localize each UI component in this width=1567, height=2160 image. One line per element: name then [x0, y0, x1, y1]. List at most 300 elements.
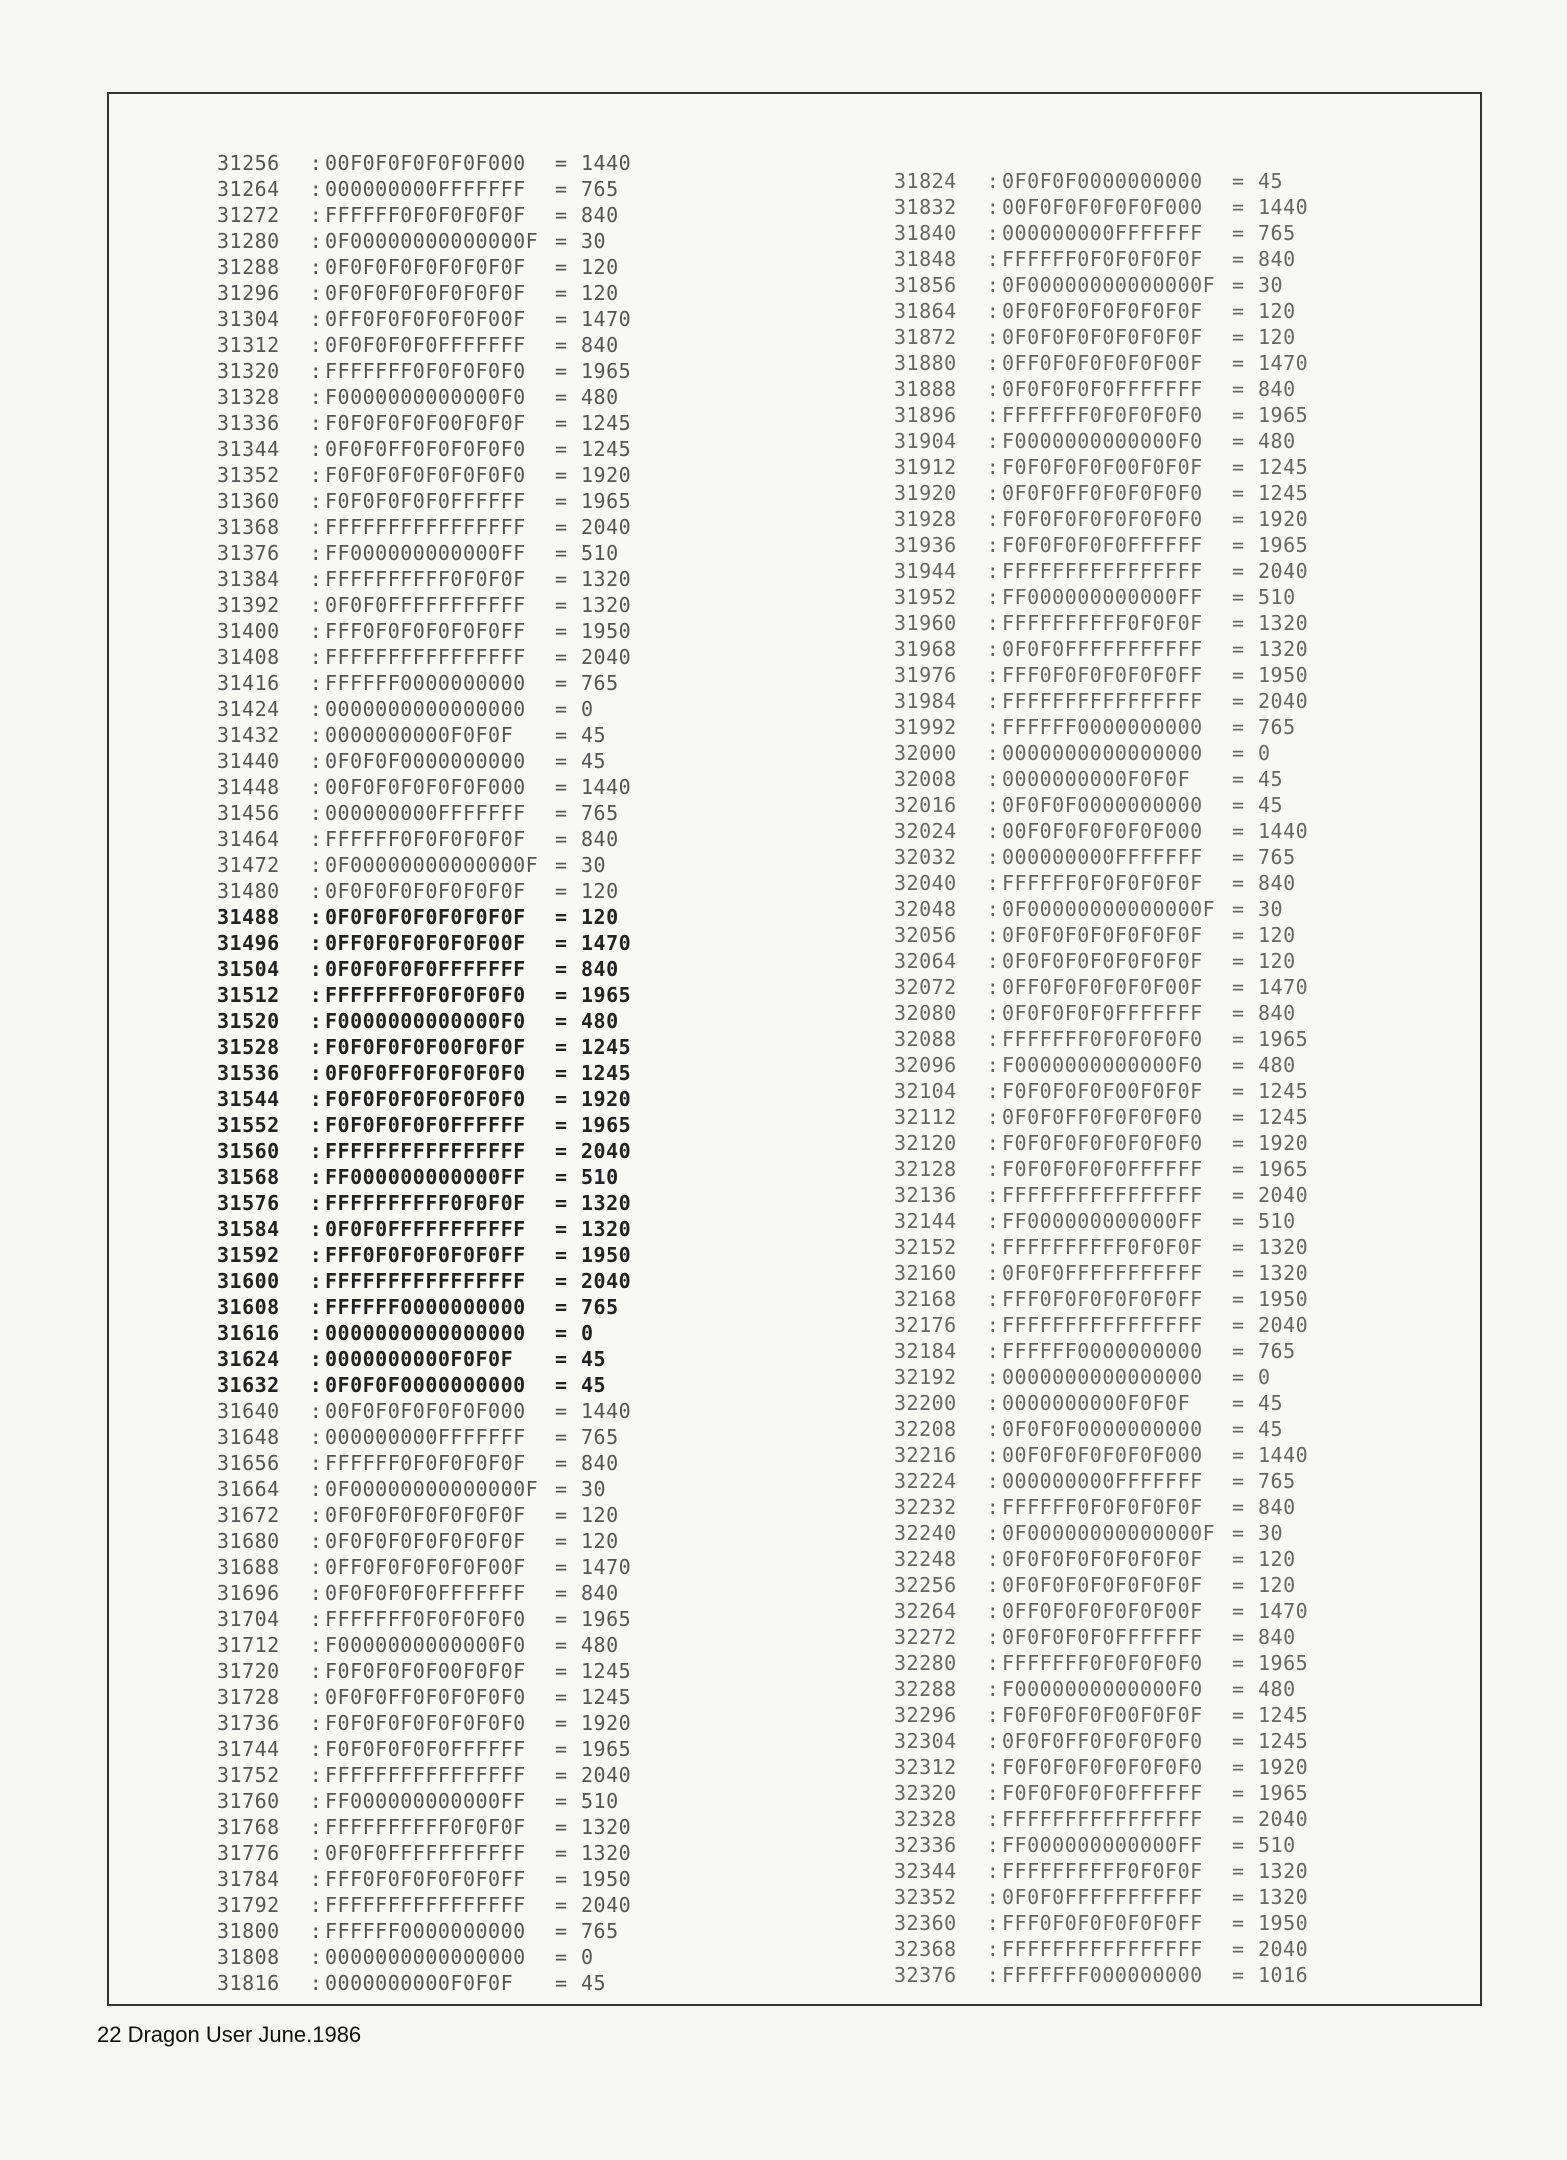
separator: :: [986, 1651, 1000, 1675]
checksum: 2040: [1258, 1183, 1309, 1207]
data-bytes: FFFFFFF0F0F0F0F0: [325, 983, 526, 1007]
listing-row: [894, 1962, 1308, 1988]
line-number: 32128: [894, 1157, 957, 1181]
listing-row: [217, 1502, 631, 1528]
line-number: 31816: [217, 1971, 280, 1995]
equals-sign: =: [1232, 299, 1245, 323]
checksum: 30: [1258, 273, 1284, 297]
separator: :: [309, 151, 323, 175]
separator: :: [986, 299, 1000, 323]
checksum: 1245: [581, 1035, 632, 1059]
equals-sign: =: [1232, 975, 1245, 999]
checksum: 765: [581, 671, 619, 695]
equals-sign: =: [555, 1737, 568, 1761]
data-bytes: 0F0F0FF0F0F0F0F0: [1002, 1729, 1203, 1753]
data-bytes: 0FF0F0F0F0F0F00F: [1002, 1599, 1203, 1623]
listing-row: [894, 1806, 1308, 1832]
line-number: 31424: [217, 697, 280, 721]
checksum: 840: [581, 1581, 619, 1605]
listing-row: [217, 1138, 631, 1164]
line-number: 31904: [894, 429, 957, 453]
listing-row: [217, 1034, 631, 1060]
equals-sign: =: [555, 1217, 568, 1241]
listing-row: [217, 384, 631, 410]
separator: :: [986, 403, 1000, 427]
listing-row: [217, 1086, 631, 1112]
line-number: 31584: [217, 1217, 280, 1241]
listing-row: [217, 826, 631, 852]
separator: :: [309, 1373, 323, 1397]
separator: :: [986, 1027, 1000, 1051]
listing-row: [217, 358, 631, 384]
separator: :: [986, 1859, 1000, 1883]
separator: :: [986, 1261, 1000, 1285]
checksum: 45: [1258, 169, 1284, 193]
separator: :: [309, 411, 323, 435]
checksum: 120: [581, 879, 619, 903]
checksum: 1245: [1258, 1079, 1309, 1103]
data-bytes: 0F0F0FF0F0F0F0F0: [325, 1685, 526, 1709]
data-bytes: 0F0F0FFFFFFFFFFF: [325, 593, 526, 617]
separator: :: [986, 533, 1000, 557]
line-number: 31264: [217, 177, 280, 201]
data-bytes: FFFFFFFFFF0F0F0F: [1002, 1859, 1203, 1883]
listing-row: [894, 1364, 1308, 1390]
listing-row: [217, 1190, 631, 1216]
line-number: 31512: [217, 983, 280, 1007]
line-number: 31840: [894, 221, 957, 245]
separator: :: [986, 1339, 1000, 1363]
separator: :: [309, 775, 323, 799]
line-number: 31440: [217, 749, 280, 773]
listing-row: [217, 1736, 631, 1762]
data-bytes: F0F0F0F0F0FFFFFF: [325, 1737, 526, 1761]
data-bytes: 0F0F0FFFFFFFFFFF: [1002, 1885, 1203, 1909]
separator: :: [309, 307, 323, 331]
data-bytes: 0F0F0FF0F0F0F0F0: [325, 437, 526, 461]
checksum: 1245: [581, 1061, 632, 1085]
data-bytes: FF000000000000FF: [325, 1789, 526, 1813]
equals-sign: =: [1232, 481, 1245, 505]
line-number: 31320: [217, 359, 280, 383]
line-number: 31872: [894, 325, 957, 349]
equals-sign: =: [555, 541, 568, 565]
line-number: 31256: [217, 151, 280, 175]
equals-sign: =: [1232, 1157, 1245, 1181]
checksum: 2040: [1258, 689, 1309, 713]
data-bytes: 000000000FFFFFFF: [325, 1425, 526, 1449]
data-bytes: F0F0F0F0F00F0F0F: [1002, 1079, 1203, 1103]
equals-sign: =: [1232, 637, 1245, 661]
listing-row: [894, 610, 1308, 636]
listing-row: [894, 194, 1308, 220]
data-bytes: 000000000FFFFFFF: [1002, 845, 1203, 869]
data-bytes: FFFFFF0000000000: [325, 1295, 526, 1319]
equals-sign: =: [555, 827, 568, 851]
listing-row: [894, 1676, 1308, 1702]
checksum: 45: [581, 1373, 607, 1397]
checksum: 0: [581, 1321, 594, 1345]
line-number: 32208: [894, 1417, 957, 1441]
line-number: 31832: [894, 195, 957, 219]
line-number: 32336: [894, 1833, 957, 1857]
data-bytes: 0F0F0F0F0FFFFFFF: [325, 1581, 526, 1605]
data-bytes: F0000000000000F0: [325, 1009, 526, 1033]
separator: :: [309, 957, 323, 981]
checksum: 1920: [581, 1087, 632, 1111]
equals-sign: =: [555, 1087, 568, 1111]
line-number: 32032: [894, 845, 957, 869]
line-number: 32184: [894, 1339, 957, 1363]
data-bytes: F0F0F0F0F00F0F0F: [325, 1659, 526, 1683]
checksum: 1245: [581, 1685, 632, 1709]
listing-row: [894, 220, 1308, 246]
data-bytes: FFF0F0F0F0F0F0FF: [325, 1867, 526, 1891]
data-bytes: 0F0F0F0F0FFFFFFF: [325, 957, 526, 981]
listing-row: [894, 1338, 1308, 1364]
line-number: 31688: [217, 1555, 280, 1579]
line-number: 31488: [217, 905, 280, 929]
data-bytes: FFF0F0F0F0F0F0FF: [325, 1243, 526, 1267]
line-number: 31744: [217, 1737, 280, 1761]
checksum: 1950: [581, 619, 632, 643]
data-bytes: 0F0F0F0F0F0F0F0F: [325, 905, 526, 929]
data-bytes: 00F0F0F0F0F0F000: [325, 1399, 526, 1423]
listing-row: [894, 1026, 1308, 1052]
data-bytes: FFFFFFFFFFFFFFFF: [325, 1893, 526, 1917]
data-bytes: FFF0F0F0F0F0F0FF: [325, 619, 526, 643]
line-number: 31456: [217, 801, 280, 825]
equals-sign: =: [555, 1113, 568, 1137]
equals-sign: =: [1232, 897, 1245, 921]
listing-row: [217, 436, 631, 462]
checksum: 1965: [1258, 1157, 1309, 1181]
equals-sign: =: [1232, 715, 1245, 739]
listing-row: [217, 1320, 631, 1346]
equals-sign: =: [555, 385, 568, 409]
listing-row: [217, 1398, 631, 1424]
separator: :: [986, 195, 1000, 219]
line-number: 31712: [217, 1633, 280, 1657]
separator: :: [986, 429, 1000, 453]
listing-row: [217, 1372, 631, 1398]
listing-row: [217, 1268, 631, 1294]
checksum: 1920: [581, 463, 632, 487]
equals-sign: =: [1232, 1677, 1245, 1701]
data-bytes: FFFFFFFFFF0F0F0F: [1002, 611, 1203, 635]
data-bytes: F0F0F0F0F00F0F0F: [1002, 455, 1203, 479]
data-bytes: FFFFFF0000000000: [1002, 1339, 1203, 1363]
listing-row: [894, 1234, 1308, 1260]
line-number: 31528: [217, 1035, 280, 1059]
line-number: 31416: [217, 671, 280, 695]
equals-sign: =: [555, 1347, 568, 1371]
separator: :: [309, 1165, 323, 1189]
equals-sign: =: [555, 1581, 568, 1605]
data-bytes: 0F0F0F0F0FFFFFFF: [325, 333, 526, 357]
separator: :: [986, 897, 1000, 921]
equals-sign: =: [1232, 1859, 1245, 1883]
line-number: 31336: [217, 411, 280, 435]
equals-sign: =: [1232, 325, 1245, 349]
line-number: 32024: [894, 819, 957, 843]
equals-sign: =: [1232, 1417, 1245, 1441]
separator: :: [986, 273, 1000, 297]
checksum: 1965: [1258, 1651, 1309, 1675]
checksum: 765: [581, 177, 619, 201]
data-bytes: FFFFFF0000000000: [325, 1919, 526, 1943]
separator: :: [309, 619, 323, 643]
checksum: 840: [581, 1451, 619, 1475]
data-bytes: FFFFFF0F0F0F0F0F: [1002, 247, 1203, 271]
data-bytes: FF000000000000FF: [1002, 1833, 1203, 1857]
data-bytes: 000000000FFFFFFF: [1002, 221, 1203, 245]
equals-sign: =: [555, 853, 568, 877]
equals-sign: =: [1232, 403, 1245, 427]
checksum: 2040: [1258, 1937, 1309, 1961]
listing-row: [217, 722, 631, 748]
equals-sign: =: [555, 1425, 568, 1449]
data-bytes: FFFFFFFFFF0F0F0F: [325, 1815, 526, 1839]
listing-row: [894, 922, 1308, 948]
listing-row: [894, 1130, 1308, 1156]
separator: :: [986, 1599, 1000, 1623]
separator: :: [986, 1937, 1000, 1961]
checksum: 0: [1258, 1365, 1271, 1389]
equals-sign: =: [1232, 455, 1245, 479]
separator: :: [986, 1547, 1000, 1571]
separator: :: [309, 255, 323, 279]
equals-sign: =: [1232, 1365, 1245, 1389]
equals-sign: =: [1232, 689, 1245, 713]
equals-sign: =: [555, 1009, 568, 1033]
listing-row: [217, 1450, 631, 1476]
checksum: 840: [1258, 1001, 1296, 1025]
equals-sign: =: [555, 1373, 568, 1397]
listing-row: [894, 1572, 1308, 1598]
equals-sign: =: [555, 1971, 568, 1995]
checksum: 1470: [1258, 1599, 1309, 1623]
line-number: 32248: [894, 1547, 957, 1571]
listing-row: [217, 930, 631, 956]
data-bytes: 0F0F0F0F0F0F0F0F: [1002, 923, 1203, 947]
listing-row: [894, 584, 1308, 610]
line-number: 31496: [217, 931, 280, 955]
line-number: 31504: [217, 957, 280, 981]
checksum: 1440: [1258, 819, 1309, 843]
listing-row: [217, 748, 631, 774]
checksum: 840: [1258, 247, 1296, 271]
line-number: 31888: [894, 377, 957, 401]
checksum: 1320: [581, 1841, 632, 1865]
separator: :: [986, 169, 1000, 193]
checksum: 1440: [1258, 195, 1309, 219]
checksum: 1245: [1258, 1703, 1309, 1727]
checksum: 765: [1258, 1469, 1296, 1493]
equals-sign: =: [1232, 1027, 1245, 1051]
data-bytes: 0FF0F0F0F0F0F00F: [325, 931, 526, 955]
line-number: 32352: [894, 1885, 957, 1909]
checksum: 1470: [581, 1555, 632, 1579]
data-bytes: 00F0F0F0F0F0F000: [1002, 819, 1203, 843]
listing-row: [894, 1390, 1308, 1416]
equals-sign: =: [1232, 1963, 1245, 1987]
separator: :: [309, 983, 323, 1007]
line-number: 31480: [217, 879, 280, 903]
line-number: 32240: [894, 1521, 957, 1545]
checksum: 2040: [581, 515, 632, 539]
separator: :: [986, 975, 1000, 999]
listing-row: [894, 1000, 1308, 1026]
listing-frame: [107, 92, 1482, 2006]
separator: :: [309, 1503, 323, 1527]
data-bytes: 0F0F0F0F0F0F0F0F: [1002, 1547, 1203, 1571]
checksum: 1965: [581, 489, 632, 513]
checksum: 480: [1258, 1677, 1296, 1701]
equals-sign: =: [1232, 1573, 1245, 1597]
separator: :: [986, 767, 1000, 791]
data-bytes: F0F0F0F0F00F0F0F: [1002, 1703, 1203, 1727]
line-number: 31400: [217, 619, 280, 643]
equals-sign: =: [1232, 1833, 1245, 1857]
equals-sign: =: [555, 1503, 568, 1527]
listing-row: [894, 298, 1308, 324]
checksum: 480: [1258, 1053, 1296, 1077]
listing-row: [894, 974, 1308, 1000]
equals-sign: =: [555, 567, 568, 591]
separator: :: [986, 559, 1000, 583]
separator: :: [986, 455, 1000, 479]
separator: :: [986, 871, 1000, 895]
line-number: 32080: [894, 1001, 957, 1025]
equals-sign: =: [555, 1529, 568, 1553]
line-number: 31624: [217, 1347, 280, 1371]
separator: :: [986, 507, 1000, 531]
line-number: 31824: [894, 169, 957, 193]
separator: :: [986, 1781, 1000, 1805]
separator: :: [309, 541, 323, 565]
data-bytes: FFFFFFF000000000: [1002, 1963, 1203, 1987]
equals-sign: =: [555, 1295, 568, 1319]
data-bytes: F0F0F0F0F0FFFFFF: [1002, 533, 1203, 557]
listing-row: [217, 1814, 631, 1840]
line-number: 32200: [894, 1391, 957, 1415]
line-number: 32368: [894, 1937, 957, 1961]
checksum: 1965: [1258, 533, 1309, 557]
listing-row: [894, 428, 1308, 454]
line-number: 31800: [217, 1919, 280, 1943]
line-number: 31608: [217, 1295, 280, 1319]
listing-row: [894, 1598, 1308, 1624]
equals-sign: =: [1232, 1287, 1245, 1311]
separator: :: [986, 819, 1000, 843]
checksum: 30: [581, 229, 607, 253]
separator: :: [986, 1469, 1000, 1493]
equals-sign: =: [1232, 273, 1245, 297]
separator: :: [986, 923, 1000, 947]
line-number: 31376: [217, 541, 280, 565]
data-bytes: 0FF0F0F0F0F0F00F: [325, 1555, 526, 1579]
separator: :: [986, 1131, 1000, 1155]
equals-sign: =: [1232, 1495, 1245, 1519]
listing-row: [217, 1658, 631, 1684]
equals-sign: =: [555, 1243, 568, 1267]
listing-row: [217, 228, 631, 254]
listing-row: [217, 956, 631, 982]
separator: :: [309, 853, 323, 877]
equals-sign: =: [1232, 247, 1245, 271]
checksum: 2040: [581, 1139, 632, 1163]
data-bytes: 0F00000000000000F: [325, 853, 539, 877]
separator: :: [986, 1365, 1000, 1389]
separator: :: [309, 1425, 323, 1449]
listing-row: [217, 1684, 631, 1710]
separator: :: [986, 481, 1000, 505]
separator: :: [986, 1391, 1000, 1415]
checksum: 45: [1258, 793, 1284, 817]
line-number: 32056: [894, 923, 957, 947]
listing-row: [894, 376, 1308, 402]
equals-sign: =: [555, 1841, 568, 1865]
separator: :: [986, 585, 1000, 609]
listing-row: [894, 1182, 1308, 1208]
checksum: 45: [1258, 1417, 1284, 1441]
listing-row: [894, 1078, 1308, 1104]
data-bytes: 0F00000000000000F: [325, 229, 539, 253]
separator: :: [986, 1183, 1000, 1207]
data-bytes: FFFFFFFFFFFFFFFF: [325, 515, 526, 539]
equals-sign: =: [1232, 1885, 1245, 1909]
listing-row: [217, 1008, 631, 1034]
line-number: 31992: [894, 715, 957, 739]
checksum: 1920: [581, 1711, 632, 1735]
listing-row: [217, 202, 631, 228]
listing-row: [217, 332, 631, 358]
equals-sign: =: [555, 203, 568, 227]
line-number: 32120: [894, 1131, 957, 1155]
line-number: 32328: [894, 1807, 957, 1831]
listing-row: [217, 280, 631, 306]
checksum: 1440: [581, 775, 632, 799]
data-bytes: 0F0F0FF0F0F0F0F0: [1002, 481, 1203, 505]
equals-sign: =: [555, 489, 568, 513]
checksum: 840: [1258, 1495, 1296, 1519]
separator: :: [309, 1113, 323, 1137]
equals-sign: =: [1232, 221, 1245, 245]
line-number: 31848: [894, 247, 957, 271]
checksum: 2040: [1258, 1313, 1309, 1337]
data-bytes: F0000000000000F0: [1002, 1677, 1203, 1701]
separator: :: [986, 377, 1000, 401]
line-number: 32224: [894, 1469, 957, 1493]
listing-row: [894, 688, 1308, 714]
line-number: 32096: [894, 1053, 957, 1077]
equals-sign: =: [1232, 871, 1245, 895]
line-number: 32000: [894, 741, 957, 765]
equals-sign: =: [555, 1451, 568, 1475]
checksum: 480: [581, 1633, 619, 1657]
line-number: 31432: [217, 723, 280, 747]
equals-sign: =: [555, 1269, 568, 1293]
line-number: 31592: [217, 1243, 280, 1267]
listing-row: [894, 818, 1308, 844]
equals-sign: =: [1232, 169, 1245, 193]
checksum: 1245: [581, 411, 632, 435]
listing-row: [217, 540, 631, 566]
line-number: 32344: [894, 1859, 957, 1883]
data-bytes: FFFFFFFFFFFFFFFF: [1002, 689, 1203, 713]
listing-row: [217, 1840, 631, 1866]
